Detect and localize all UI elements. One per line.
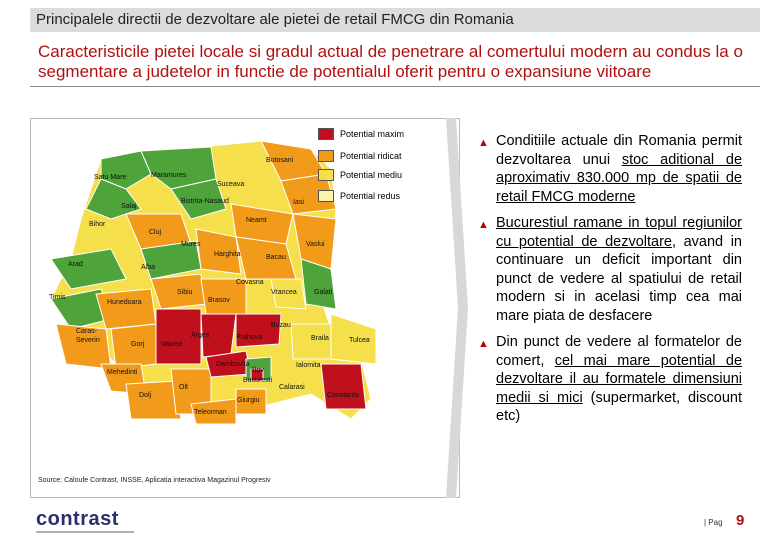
triangle-bullet-icon: ▲ bbox=[478, 137, 489, 149]
map-label-hunedoara: Hunedoara bbox=[107, 299, 142, 306]
legend-swatch-redus bbox=[318, 190, 334, 202]
page-subtitle: Caracteristicile pietei locale si gradul actual de penetrare al comertului modern au condus la o segmentare a judetelor in functie de potentialul oferit pentru o expansiune viitoare bbox=[38, 42, 743, 81]
map-label-prahova: Prahova bbox=[236, 334, 263, 341]
map-label-botosani: Botosani bbox=[266, 157, 294, 164]
map-label-dambovita: Dambovita bbox=[216, 361, 250, 368]
map-label-suceava: Suceava bbox=[217, 181, 245, 188]
legend-label-ridicat: Potential ridicat bbox=[340, 151, 402, 161]
map-region-prahova bbox=[236, 314, 281, 347]
legend-swatch-mediu bbox=[318, 169, 334, 181]
map-label-mures: Mures bbox=[181, 241, 201, 248]
map-label-mehedinti: Mehedinti bbox=[107, 369, 138, 376]
map-label-salaj: Salaj bbox=[121, 203, 137, 210]
map-label-giurgiu: Giurgiu bbox=[237, 397, 260, 404]
map-label-bucuresti: Bucuresti bbox=[243, 377, 273, 384]
bullet-item-1 bbox=[476, 132, 742, 206]
bullet-2-text: , avand in continuare un deficit important din punct de vedere al spatiului de retail modern si in acelasi timp cea mai mare piata de desfacere bbox=[496, 233, 742, 324]
map-label-constanta: Constanta bbox=[327, 392, 359, 399]
map-label-covasna: Covasna bbox=[236, 279, 264, 286]
map-label-arad: Arad bbox=[68, 261, 83, 268]
contrast-logo: contrast bbox=[36, 508, 119, 530]
bullet-item-3 bbox=[476, 333, 742, 426]
logo-underline bbox=[36, 531, 134, 533]
bullet-3-text-end: (supermarket, discount etc) bbox=[496, 389, 742, 424]
map-label-satu-mare: Satu Mare bbox=[94, 174, 127, 181]
legend-label-maxim: Potential maxim bbox=[340, 129, 405, 139]
map-label-buzau: Buzau bbox=[271, 322, 291, 329]
map-label-maramures: Maramures bbox=[151, 172, 187, 179]
map-label-valcea: Valcea bbox=[161, 341, 182, 348]
map-label-bistrita: Bistrita-Nasaud bbox=[181, 198, 229, 205]
map-label-teleorman: Teleorman bbox=[194, 409, 227, 416]
legend-label-mediu: Potential mediu bbox=[340, 170, 403, 180]
page-label: | Pag bbox=[704, 518, 723, 527]
map-label-timis: Timis bbox=[49, 294, 66, 301]
map-label-neamt: Neamt bbox=[246, 217, 267, 224]
header-title-bar bbox=[30, 8, 760, 32]
bullet-list bbox=[476, 132, 742, 434]
bullet-item-2 bbox=[476, 214, 742, 325]
map-label-bacau: Bacau bbox=[266, 254, 286, 261]
bullet-1-text: Conditiile actuale din Romania permit dezvoltarea unui bbox=[496, 133, 742, 168]
map-region-constanta bbox=[321, 364, 366, 409]
map-label-braila: Braila bbox=[311, 335, 329, 342]
page-number: 9 bbox=[736, 512, 745, 529]
chevron-right-icon bbox=[446, 118, 468, 498]
map-region-hunedoara bbox=[96, 289, 156, 329]
map-label-ilfov: Ilfov bbox=[251, 367, 264, 374]
bullet-2-underlined: Bucurestiul ramane in topul regiunilor cu potential de dezvoltare bbox=[496, 215, 742, 250]
bullet-3-text: Din punct de vedere al formatelor de comert, bbox=[496, 334, 742, 369]
triangle-bullet-icon: ▲ bbox=[478, 219, 489, 231]
map-label-gorj: Gorj bbox=[131, 341, 145, 348]
map-label-cluj: Cluj bbox=[149, 229, 162, 236]
bullet-1-underlined: stoc aditional de aproximativ 830.000 mp de spatii de retail FMCG moderne bbox=[496, 151, 743, 205]
map-label-iasi: Iasi bbox=[293, 199, 304, 206]
legend-label-redus: Potential redus bbox=[340, 191, 401, 201]
map-label-caras: Caras-Severin bbox=[76, 328, 100, 344]
map-label-harghita: Harghita bbox=[214, 251, 241, 258]
legend-swatch-maxim bbox=[318, 128, 334, 140]
map-label-galati: Galati bbox=[314, 289, 333, 296]
map-label-bihor: Bihor bbox=[89, 221, 106, 228]
map-label-alba: Alba bbox=[141, 264, 156, 271]
legend-swatch-ridicat bbox=[318, 150, 334, 162]
map-label-olt: Olt bbox=[179, 384, 188, 391]
map-label-calarasi: Calarasi bbox=[279, 384, 305, 391]
map-label-arges: Arges bbox=[191, 332, 210, 339]
map-label-vaslui: Vaslui bbox=[306, 241, 325, 248]
map-label-sibiu: Sibiu bbox=[177, 289, 193, 296]
map-label-brasov: Brasov bbox=[208, 297, 230, 304]
map-label-ialomita: Ialomita bbox=[296, 362, 321, 369]
map-label-vrancea: Vrancea bbox=[271, 289, 297, 296]
map-label-tulcea: Tulcea bbox=[349, 337, 370, 344]
source-note: Source: Caloufe Contrast, INSSE, Aplicatia interactiva Magazinul Progresiv bbox=[38, 477, 271, 484]
header-title: Principalele directii de dezvoltare ale pietei de retail FMCG din Romania bbox=[36, 11, 514, 28]
triangle-bullet-icon: ▲ bbox=[478, 338, 489, 350]
map-label-dolj: Dolj bbox=[139, 392, 152, 399]
bullet-3-underlined: cel mai mare potential de dezvoltare il au formatele dimensiuni medii si mici bbox=[496, 352, 743, 406]
header-divider bbox=[30, 86, 760, 87]
